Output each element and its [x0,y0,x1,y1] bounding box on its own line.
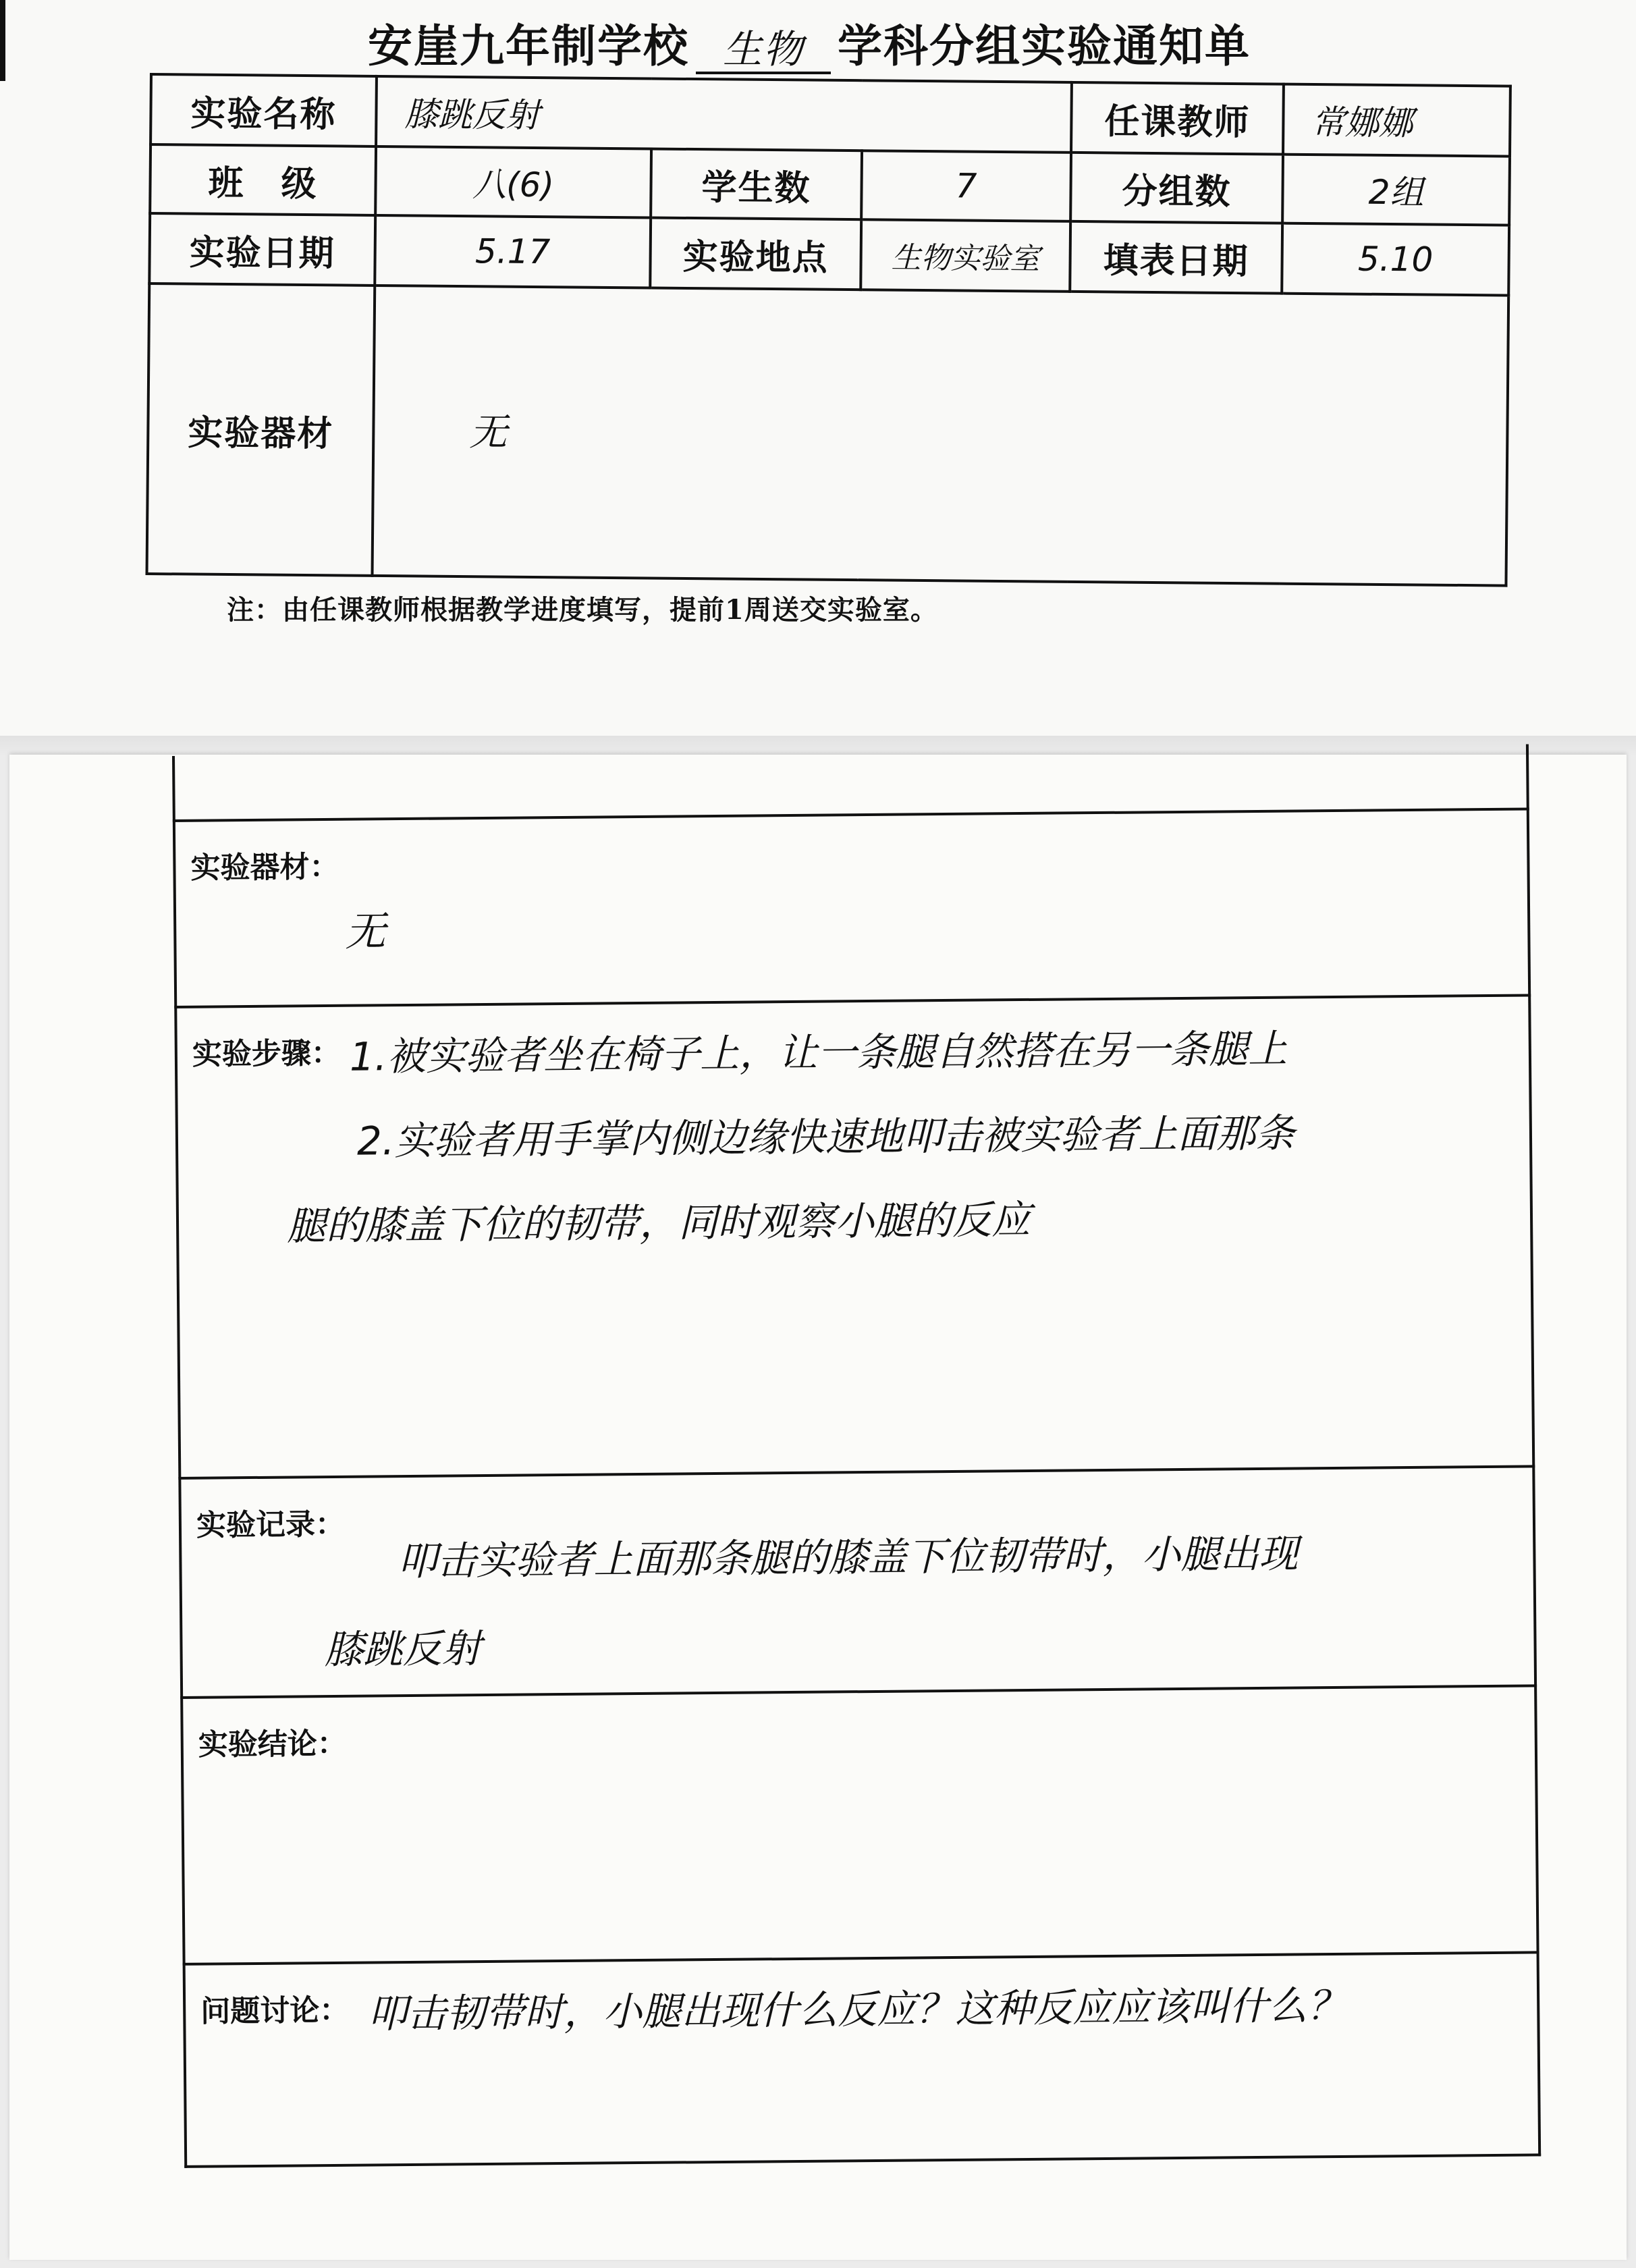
conclusion-section [182,1685,1537,1964]
date-label: 实验日期 [149,213,375,286]
steps-line-3: 腿的膝盖下位的韧带，同时观察小腿的反应 [286,1196,1031,1249]
equipment-value: 无 [373,286,1509,586]
experiment-name-label: 实验名称 [151,74,377,146]
date-value: 5.17 [375,215,651,288]
groups-label: 分组数 [1070,153,1283,223]
conclusion-label: 实验结论： [198,1726,348,1762]
log-section [180,1466,1535,1697]
record-equipment-label: 实验器材： [190,849,339,886]
steps-line-1: 1.被实验者坐在椅子上，让一条腿自然搭在另一条腿上 [349,1025,1288,1080]
subject-field: 生物 [696,30,831,74]
discussion-label: 问题讨论： [200,1993,350,2029]
class-value: 八(6) [375,146,651,218]
discussion-section [184,1952,1540,2166]
notice-table [146,73,1512,587]
notice-sheet [0,0,1636,736]
groups-value: 2组 [1282,155,1510,225]
top-cut-row [173,744,1528,821]
log-label: 实验记录： [196,1507,346,1543]
record-table [172,744,1541,2167]
teacher-value: 常娜娜 [1283,84,1510,157]
record-equipment-value: 无 [344,908,386,956]
log-line-2: 膝跳反射 [324,1625,481,1673]
form-title [368,7,1251,74]
record-equipment-section [174,809,1529,1006]
steps-section [175,995,1533,1478]
steps-line-2: 2.实验者用手掌内侧边缘快速地叩击被实验者上面那条 [356,1110,1295,1164]
log-line-1: 叩击实验者上面那条腿的膝盖下位韧带时，小腿出现 [398,1530,1299,1585]
teacher-label: 任课教师 [1071,82,1284,155]
page-edge [0,0,5,81]
discussion-text: 叩击韧带时，小腿出现什么反应？这种反应应该叫什么？ [367,1982,1347,2037]
experiment-name-value: 膝跳反射 [376,76,1072,153]
fill-date-label: 填表日期 [1070,221,1282,294]
title-suffix: 学科分组实验通知单 [838,20,1251,72]
location-value: 生物实验室 [861,219,1070,292]
form-note: 注：由任课教师根据教学进度填写，提前1周送交实验室。 [227,594,938,626]
equipment-label: 实验器材 [147,284,375,576]
location-label: 实验地点 [650,217,861,290]
students-label: 学生数 [651,148,862,219]
title-prefix: 安崖九年制学校 [368,20,689,72]
fill-date-value: 5.10 [1282,223,1509,296]
students-value: 7 [861,151,1071,221]
steps-label: 实验步骤： [192,1035,342,1072]
class-label: 班 级 [150,144,376,215]
